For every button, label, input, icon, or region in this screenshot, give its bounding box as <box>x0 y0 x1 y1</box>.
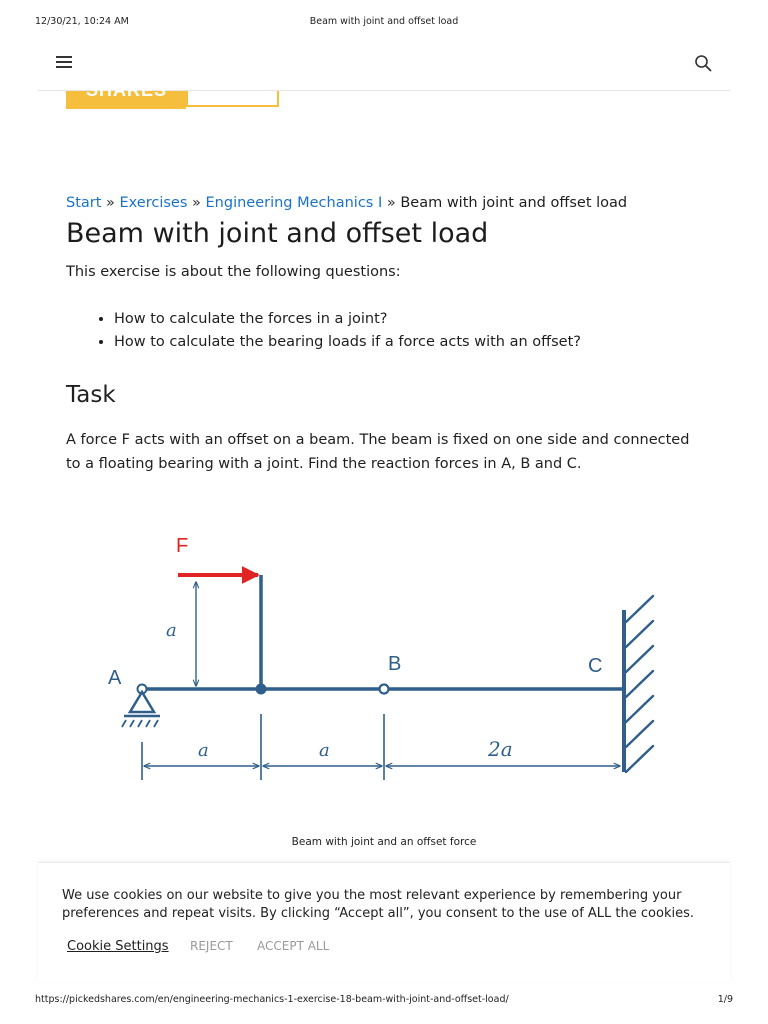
print-datetime: 12/30/21, 10:24 AM <box>35 16 129 27</box>
joint-b <box>380 685 389 694</box>
breadcrumb <box>66 190 706 216</box>
point-c-label: C <box>588 655 603 677</box>
task-heading: Task <box>66 382 116 408</box>
breadcrumb-separator: » <box>106 195 115 211</box>
print-url: https://pickedshares.com/en/engineering-mechanics-1-exercise-18-beam-with-joint-and-offset-load/ <box>35 994 509 1005</box>
print-header <box>35 16 733 30</box>
support-a-hatch <box>122 720 158 727</box>
figure-caption: Beam with joint and an offset force <box>291 836 477 848</box>
print-page-number: 1/9 <box>717 994 733 1005</box>
breadcrumb-exercises[interactable]: Exercises <box>119 195 188 211</box>
dimension-a-2-label: a <box>319 740 330 761</box>
beam-diagram <box>100 522 670 792</box>
dimension-ticks <box>142 714 384 780</box>
breadcrumb-current: Beam with joint and offset load <box>400 195 628 211</box>
reject-button[interactable]: REJECT <box>190 939 233 953</box>
breadcrumb-start[interactable]: Start <box>66 195 102 211</box>
logo-left-block <box>66 80 186 109</box>
print-footer <box>35 994 733 1008</box>
accept-all-button[interactable]: ACCEPT ALL <box>257 939 330 953</box>
wall-hatch <box>626 596 653 772</box>
dimension-2a-label: 2a <box>488 737 513 761</box>
offset-dimension-label: a <box>166 620 177 641</box>
cookie-actions <box>67 939 330 954</box>
site-logo[interactable] <box>66 80 279 109</box>
logo-right-block <box>186 91 279 107</box>
support-a-triangle <box>130 692 154 712</box>
cookie-banner <box>38 862 730 983</box>
dimension-a-1-label: a <box>198 740 209 761</box>
breadcrumb-separator: » <box>386 195 396 211</box>
breadcrumb-separator: » <box>192 195 201 211</box>
list-item: • How to calculate the bearing loads if a force acts with an offset? <box>114 331 581 354</box>
rigid-connection <box>256 684 267 695</box>
print-title: Beam with joint and offset load <box>309 16 459 27</box>
page-title: Beam with joint and offset load <box>66 218 489 249</box>
list-item: • How to calculate the forces in a joint? <box>114 308 581 331</box>
point-b-label: B <box>388 653 402 675</box>
intro-text: This exercise is about the following questions: <box>66 264 401 280</box>
task-text: A force F acts with an offset on a beam. The beam is fixed on one side and connected to a floating bearing with a joint. Find the reaction forces in A, B and C. <box>66 432 690 472</box>
search-icon[interactable] <box>694 54 712 72</box>
breadcrumb-engineering-mechanics[interactable]: Engineering Mechanics I <box>205 195 383 211</box>
hamburger-menu-icon[interactable] <box>56 56 72 70</box>
cookie-settings-button[interactable]: Cookie Settings <box>67 939 169 954</box>
cookie-text: We use cookies on our website to give you the most relevant experience by remembering your preferences and repeat visits. By clicking “Accept all”, you consent to the use of ALL the cookies. <box>62 888 694 921</box>
logo-text: SHARES <box>86 80 168 100</box>
main-content <box>66 190 706 472</box>
point-a-label: A <box>108 667 122 689</box>
questions-list <box>66 308 581 354</box>
force-label: F <box>176 535 189 557</box>
